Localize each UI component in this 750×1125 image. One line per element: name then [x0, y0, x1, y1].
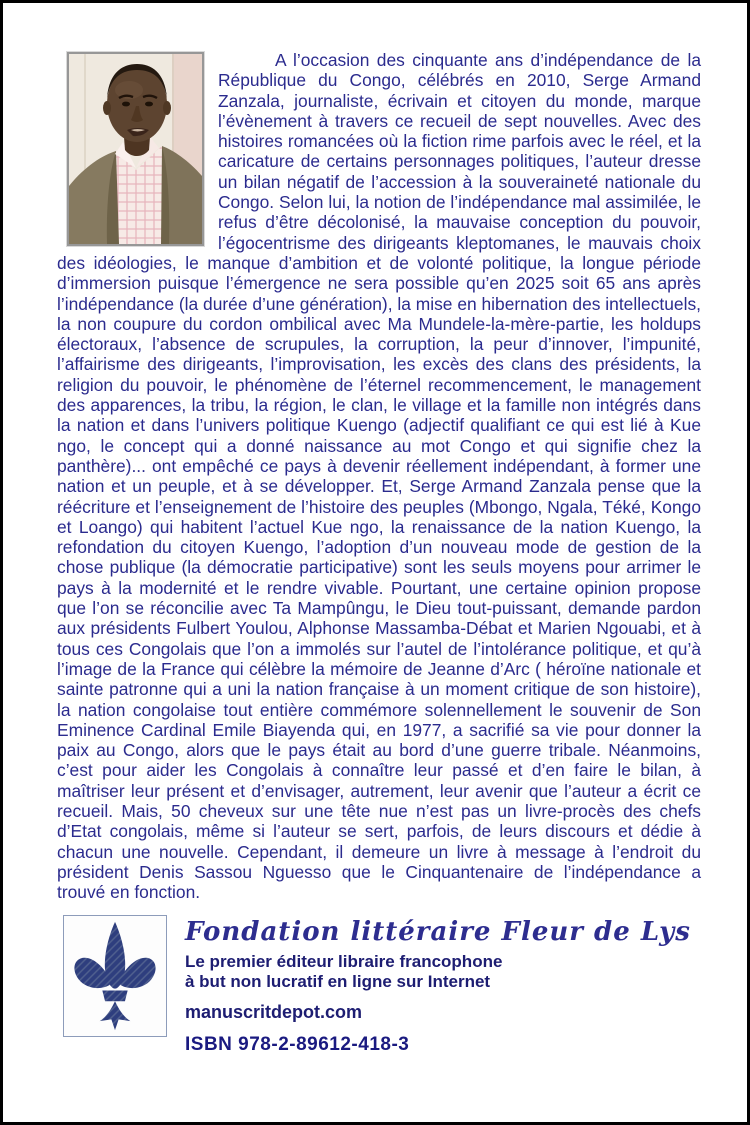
- publisher-name: Fondation littéraire Fleur de Lys: [185, 917, 691, 948]
- publisher-tagline: [185, 952, 691, 992]
- cover-content: [3, 3, 747, 1056]
- isbn-number: ISBN 978-2-89612-418-3: [185, 1034, 410, 1056]
- publisher-website: manuscritdepot.com: [185, 1002, 363, 1023]
- publisher-block: [63, 915, 701, 1056]
- publisher-tagline-line1: Le premier éditeur libraire francophone: [185, 952, 503, 972]
- publisher-logo: [63, 915, 167, 1037]
- publisher-tagline-line2: à but non lucratif en ligne sur Internet: [185, 972, 491, 992]
- author-photo: [67, 52, 204, 246]
- synopsis-text: A l’occasion des cinquante ans d’indépendance de la République du Congo, célébrés en 2010, Serge Armand Zanzala, journaliste, écrivain et citoyen du monde, marque l’évènement à travers ce recueil de sept nouvelles. Avec des histoires romancées où la fiction rime parfois avec le réel, et la caricature de certains personnages politiques, l’auteur dresse un bilan négatif de l’accession à la souveraineté nationale du Congo. Selon lui, la notion de l’indépendance mal assimilée, le refus d’être décolonisé, la mauvaise conception du pouvoir, l’égocentrisme des dirigeants kleptomanes, le mauvais choix des idéologies, le manque d’ambition et de volonté politique, la longue période d’immersion puisque l’émergence ne sera possible qu’en 2025 soit 65 ans après l’indépendance (la durée d’une génération), la mise en hibernation des intellectuels, la non coupure du cordon ombilical avec Ma Mundele-la-mère-partie, les holdups électoraux, l’absence de scrupules, la corruption, la peur d’innover, l’impunité, l’affairisme des dirigeants, l’improvisation, les excès des clans des présidents, la religion du pouvoir, le phénomène de l’éternel recommencement, le management des apparences, la tribu, la région, le clan, le village et la famille non intégrés dans la nation et dans l’univers politique Kuengo (adjectif qualifiant ce qui est lié à Kue ngo, le concept qui a donné naissance au mot Congo et qui signifie chez la panthère)... ont empêché ce pays à devenir réellement indépendant, à former une nation et un peuple, et à se développer. Et, Serge Armand Zanzala pense que la réécriture et l’enseignement de l’histoire des peuples (Mbongo, Ngala, Téké, Kongo et Loango) qui habitent l’actuel Kue ngo, la renaissance de la nation Kuengo, la refondation du citoyen Kuengo, l’adoption d’un nouveau mode de gestion de la chose publique (la démocratie participative) sont les seuls moyens pour arrimer le pays à la modernité et le rendre vivable. Pourtant, une certaine opinion propose que l’on se réconcilie avec Ta Mampûngu, le Dieu tout-puissant, demande pardon aux présidents Fulbert Youlou, Alphonse Massamba-Débat et Marien Ngouabi, et à tous ces Congolais que l’on a immolés sur l’autel de l’intolérance politique, et qu’à l’image de la France qui célèbre la mémoire de Jeanne d’Arc ( héroïne nationale et sainte patronne qui a uni la nation française à un moment critique de son histoire), la nation congolaise tout entière commémore solennellement le souvenir de Son Eminence Cardinal Emile Biayenda qui, en 1977, a sacrifié sa vie pour donner la paix au Congo, alors que le pays était au bord d’une guerre tribale. Néanmoins, c’est pour aider les Congolais à connaître leur passé et d’en faire le bilan, à maîtriser leur présent et d’envisager, autrement, leur avenir que l’auteur a écrit ce recueil. Mais, 50 cheveux sur une tête nue n’est pas un livre-procès des chefs d’Etat congolais, même si l’auteur se sert, parfois, de leurs discours et dédie à chacun une nouvelle. Cependant, il demeure un livre à message à l’endroit du président Denis Sassou Nguesso que le Cinquantenaire de l’indépendance a trouvé en fonction.: [57, 50, 701, 903]
- author-portrait-illustration: [69, 54, 202, 244]
- publisher-text-block: [185, 915, 691, 1056]
- fleur-de-lys-icon: [69, 920, 161, 1032]
